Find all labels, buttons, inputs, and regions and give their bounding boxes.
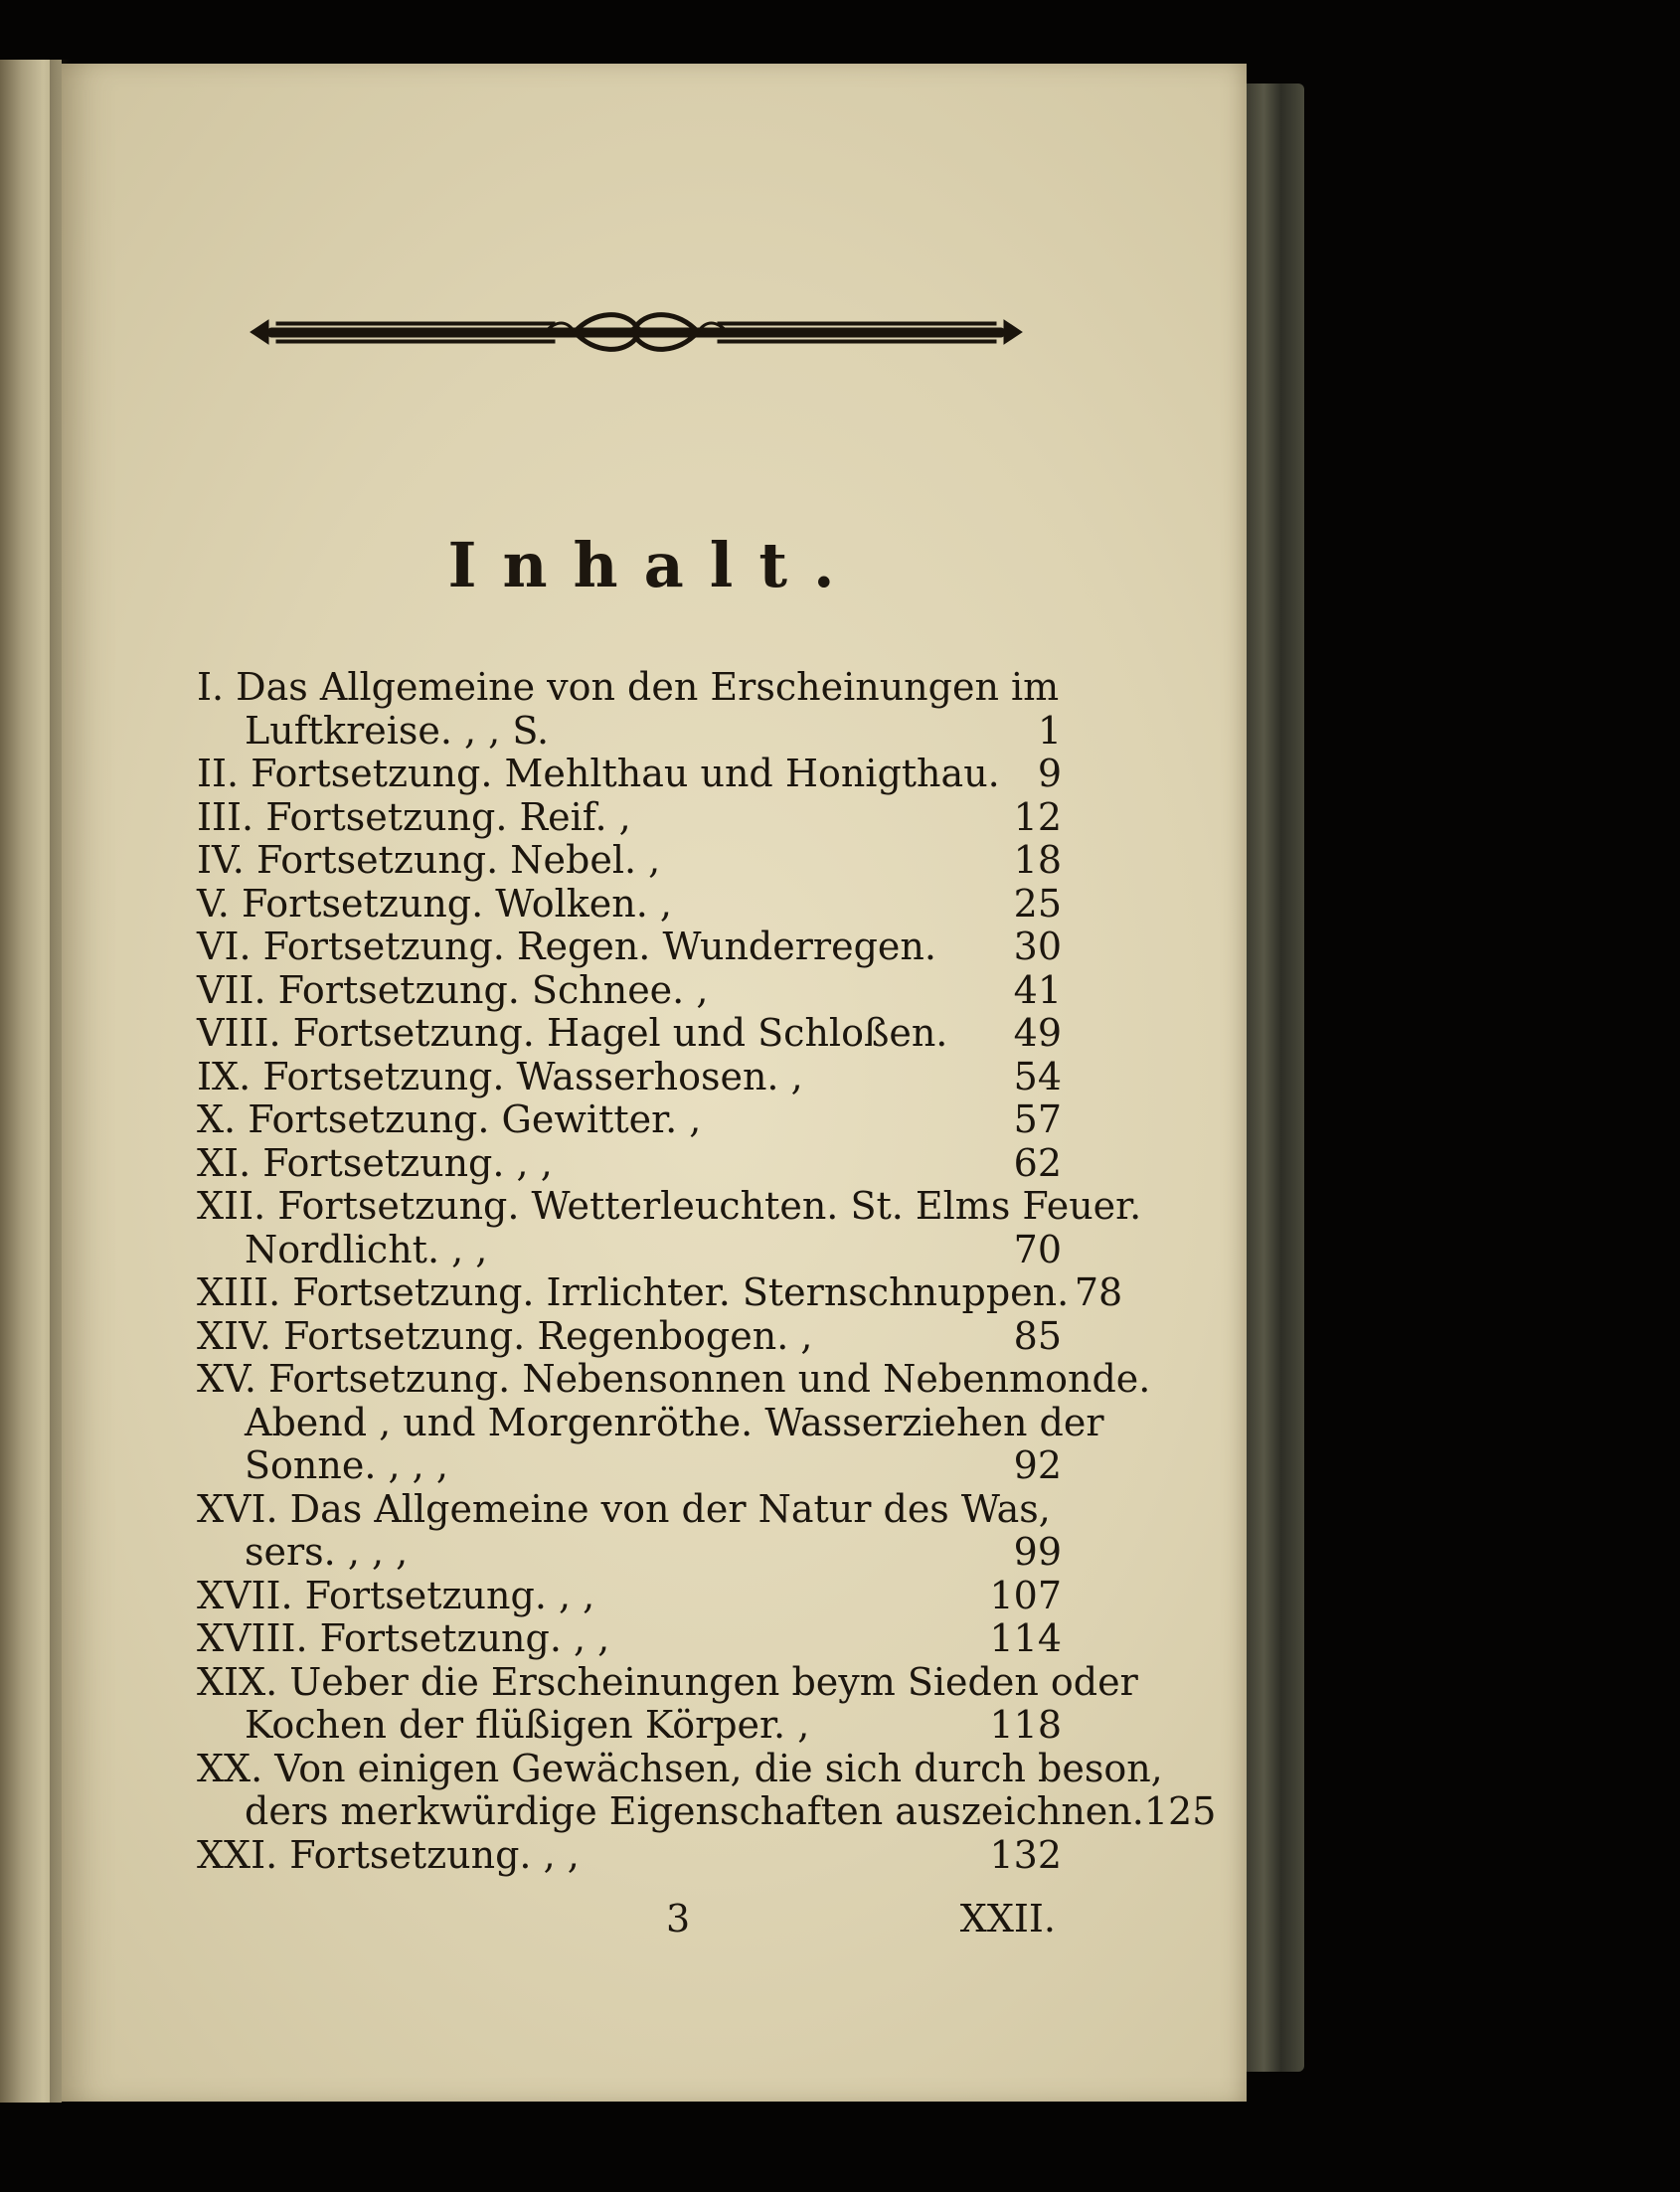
toc-entry	[197, 839, 1062, 883]
toc-entry	[197, 753, 1062, 796]
page-footer	[197, 1897, 1062, 1942]
catchword: XXII.	[959, 1897, 1056, 1940]
toc-entry-title: XVII. Fortsetzung. , ,	[197, 1573, 595, 1617]
toc-entry	[197, 969, 1062, 1013]
toc-entry-title: XV. Fortsetzung. Nebensonnen und Nebenmonde.	[197, 1357, 1151, 1401]
toc-entry-continuation: sers. , , ,	[245, 1530, 409, 1574]
toc-page-number: 49	[1013, 1011, 1062, 1055]
toc-entry	[197, 1488, 1062, 1575]
toc-entry-title: XX. Von einigen Gewächsen, die sich durch beson,	[197, 1746, 1163, 1790]
toc-entry-continuation: Sonne. , , ,	[245, 1443, 448, 1487]
toc-entry-title: I. Das Allgemeine von den Erscheinungen im	[197, 665, 1060, 709]
page-title: Inhalt.	[447, 529, 861, 601]
toc-entry-title: XI. Fortsetzung. , ,	[197, 1140, 553, 1185]
toc-page-number: 125	[1143, 1789, 1217, 1833]
toc-entry	[197, 1012, 1062, 1056]
toc-page-number: 54	[1013, 1054, 1062, 1098]
toc-entry	[197, 1357, 1151, 1488]
toc-entry	[197, 1575, 1062, 1618]
toc-page-number: 92	[1013, 1443, 1062, 1487]
toc-entry-title: XIX. Ueber die Erscheinungen beym Sieden oder	[197, 1659, 1138, 1704]
toc-page-number: 114	[989, 1616, 1062, 1660]
toc-page-number: 30	[1013, 925, 1062, 968]
toc-page-number: 9	[1037, 752, 1062, 795]
toc-entry	[197, 666, 1062, 753]
toc-entry-title: II. Fortsetzung. Mehlthau und Honigthau.	[197, 752, 1000, 795]
toc-entry-title: VII. Fortsetzung. Schnee. ,	[197, 967, 709, 1012]
toc-entry-title: XIV. Fortsetzung. Regenbogen. ,	[197, 1313, 813, 1358]
toc-entry-title: XXI. Fortsetzung. , ,	[197, 1832, 580, 1877]
table-of-contents	[197, 665, 1217, 1877]
toc-entry	[197, 796, 1062, 840]
toc-page-number: 70	[1013, 1227, 1062, 1271]
toc-entry-title: V. Fortsetzung. Wolken. ,	[197, 881, 673, 926]
toc-entry-title: XII. Fortsetzung. Wetterleuchten. St. Elms Feuer.	[197, 1184, 1142, 1228]
toc-entry-continuation: Kochen der flüßigen Körper. ,	[245, 1703, 810, 1747]
toc-entry	[197, 1617, 1062, 1661]
toc-entry-title: XVI. Das Allgemeine von der Natur des Was,	[197, 1486, 1051, 1531]
toc-page-number: 41	[1013, 967, 1062, 1012]
toc-entry	[197, 1098, 1062, 1142]
toc-entry-title: VI. Fortsetzung. Regen. Wunderregen.	[197, 925, 936, 968]
toc-entry	[197, 1142, 1062, 1186]
toc-entry	[197, 1270, 1123, 1315]
toc-entry-continuation: Nordlicht. , ,	[245, 1227, 488, 1271]
toc-entry	[197, 1315, 1062, 1359]
toc-page-number: 132	[989, 1832, 1062, 1877]
toc-entry	[197, 1746, 1217, 1834]
toc-page-number: 12	[1013, 794, 1062, 839]
toc-entry	[197, 1184, 1142, 1271]
toc-entry-continuation: ders merkwürdige Eigenschaften auszeichnen.	[245, 1789, 1144, 1833]
toc-page-number: 1	[1037, 708, 1062, 753]
toc-entry-title: X. Fortsetzung. Gewitter. ,	[197, 1097, 702, 1141]
toc-entry	[197, 1659, 1138, 1748]
toc-entry	[197, 1834, 1062, 1878]
toc-entry	[197, 926, 1062, 969]
toc-entry-title: XVIII. Fortsetzung. , ,	[197, 1616, 610, 1660]
toc-entry-continuation: Luftkreise. , , S.	[245, 708, 550, 753]
ornamental-divider	[247, 306, 1026, 358]
toc-entry-continuation: Abend , und Morgenröthe. Wasserziehen der	[245, 1400, 1104, 1444]
toc-entry-title: IV. Fortsetzung. Nebel. ,	[197, 838, 661, 882]
toc-entry-title: III. Fortsetzung. Reif. ,	[197, 794, 631, 839]
toc-entry	[197, 883, 1062, 927]
toc-page-number: 25	[1013, 881, 1062, 926]
toc-page-number: 85	[1013, 1313, 1062, 1358]
toc-page-number: 107	[989, 1573, 1062, 1617]
toc-entry-title: VIII. Fortsetzung. Hagel und Schloßen.	[197, 1011, 948, 1055]
toc-page-number: 78	[1074, 1270, 1123, 1314]
toc-page-number: 57	[1013, 1097, 1062, 1141]
toc-page-number: 118	[989, 1703, 1062, 1747]
toc-entry	[197, 1056, 1062, 1099]
toc-entry-title: IX. Fortsetzung. Wasserhosen. ,	[197, 1054, 803, 1098]
toc-page-number: 18	[1013, 838, 1062, 882]
toc-entry-title: XIII. Fortsetzung. Irrlichter. Sternschnuppen.	[197, 1270, 1070, 1314]
book-cover-edge	[1247, 84, 1304, 2072]
toc-page-number: 62	[1013, 1140, 1062, 1185]
toc-page-number: 99	[1013, 1530, 1062, 1574]
signature-mark: 3	[666, 1897, 691, 1940]
